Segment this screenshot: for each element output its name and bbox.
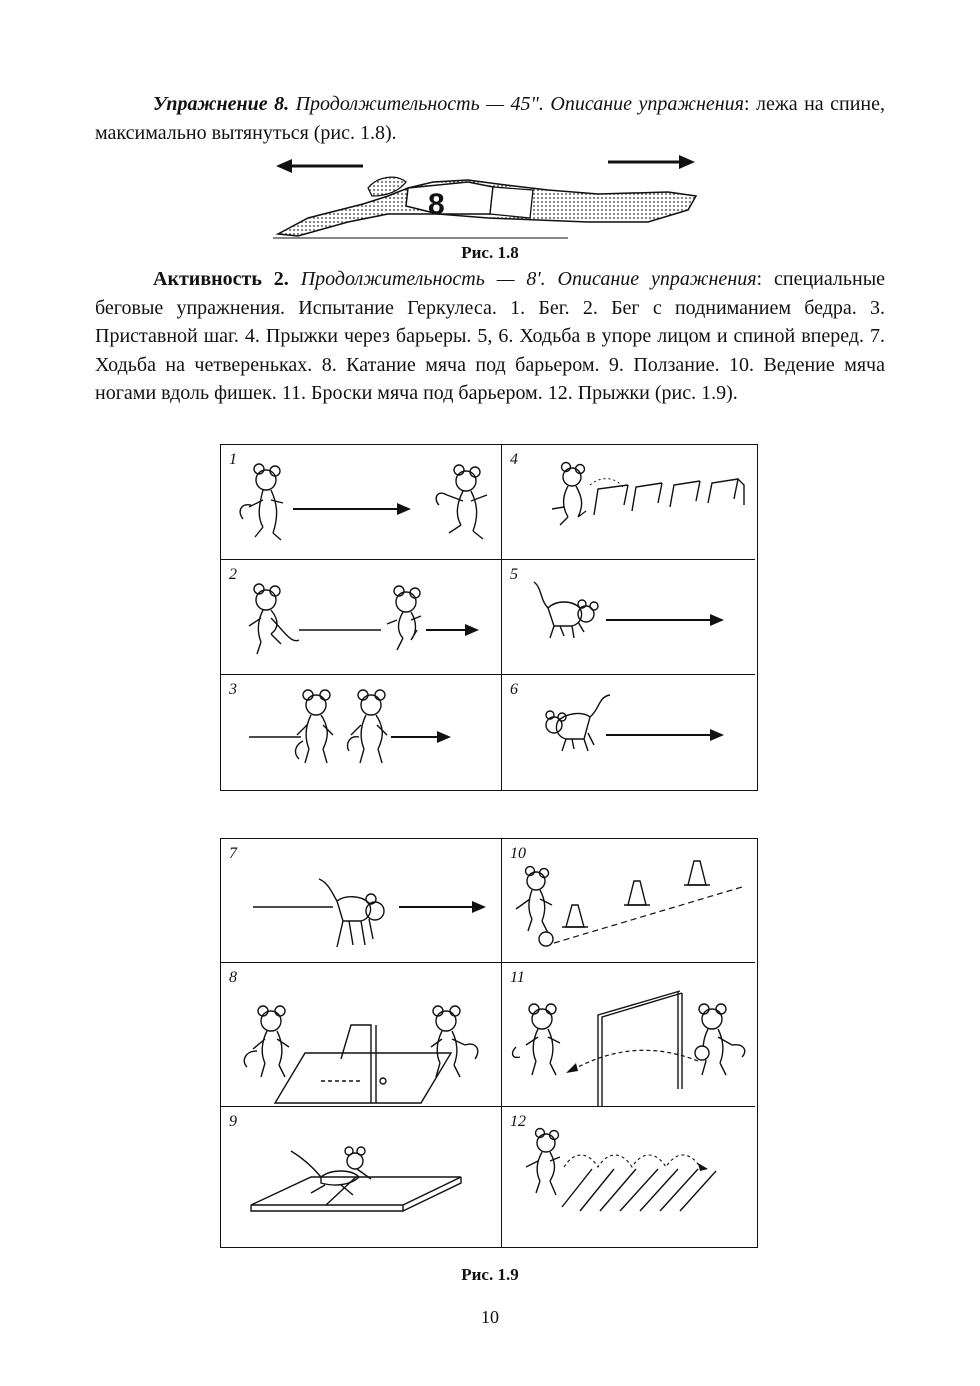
figure-1-8-illustration xyxy=(268,152,708,242)
arrowhead-icon xyxy=(566,1063,578,1073)
mouse-icon xyxy=(534,582,598,638)
exercise-8-desc-label: Описание упражнения xyxy=(550,93,744,115)
throw-path xyxy=(574,1050,698,1069)
panel-number: 6 xyxy=(510,681,518,698)
panel-number: 4 xyxy=(510,451,518,468)
figure-1-8-number: 8 xyxy=(428,188,445,221)
activity-2-desc-label: Описание упражнения xyxy=(557,268,757,290)
panel-12 xyxy=(502,1107,755,1247)
arrow-icon xyxy=(606,614,724,626)
left-arrow-icon xyxy=(276,159,363,173)
panel-9 xyxy=(221,1107,502,1247)
barrier-icon xyxy=(598,991,682,1107)
mouse-icon xyxy=(431,1006,478,1077)
panel-11 xyxy=(502,963,755,1107)
panel-number: 3 xyxy=(229,681,237,698)
mouse-icon xyxy=(546,695,610,751)
arrow-icon xyxy=(399,901,486,913)
exercise-8-paragraph xyxy=(95,90,885,147)
arrow-icon xyxy=(391,731,451,743)
panel-6 xyxy=(502,675,755,790)
exercise-8-title: Упражнение 8. xyxy=(153,93,290,115)
mouse-icon xyxy=(436,465,487,539)
mouse-icon xyxy=(347,690,387,763)
arrow-icon xyxy=(606,729,724,741)
mouse-icon xyxy=(296,690,333,763)
mouse-icon xyxy=(244,1006,289,1077)
panel-number: 1 xyxy=(229,451,237,468)
panel-1 xyxy=(221,445,502,560)
hurdles-icon xyxy=(594,479,744,515)
mouse-icon xyxy=(552,463,586,526)
ball-icon xyxy=(539,932,553,946)
barrier-icon xyxy=(275,1025,451,1103)
right-arrow-icon xyxy=(608,155,695,169)
mouse-icon xyxy=(695,1004,745,1075)
mouse-icon xyxy=(526,1129,560,1196)
figure-1-9-top-grid xyxy=(220,444,758,791)
activity-2-title: Активность 2. xyxy=(153,268,289,290)
cone-icon xyxy=(562,861,710,927)
panel-number: 10 xyxy=(510,845,526,862)
arrow-icon xyxy=(293,503,411,515)
activity-2-duration: Продолжительность — 8'. xyxy=(300,268,546,290)
panel-5 xyxy=(502,560,755,675)
page-number: 10 xyxy=(481,1307,499,1327)
panel-number: 11 xyxy=(510,969,525,986)
stretching-figure xyxy=(273,177,696,238)
panel-number: 5 xyxy=(510,566,518,583)
ladder-lines-icon xyxy=(562,1169,716,1211)
panel-3 xyxy=(221,675,502,790)
figure-1-8-caption: Рис. 1.8 xyxy=(461,243,519,262)
mouse-icon xyxy=(387,586,421,650)
activity-2-desc-text: : специальные беговые упражнения. Испытание Геркулеса. 1. Бег. 2. Бег с подниманием бедра. 3. Приставной шаг. 4. Прыжки через барьеры. 5, 6. Ходьба в упоре лицом и спиной вперед. 7. Ходьба на четвереньках. 8. Катание мяча под барьером. 9. Ползание. 10. Ведение мяча ногами вдоль фишек. 11. Броски мяча под барьером. 12. Прыжки (рис. 1.9). xyxy=(95,268,886,404)
panel-4 xyxy=(502,445,755,560)
figure-1-9-bottom-grid xyxy=(220,838,758,1248)
activity-2-paragraph xyxy=(95,265,885,408)
panel-number: 8 xyxy=(229,969,237,986)
panel-8 xyxy=(221,963,502,1107)
mat-icon xyxy=(251,1177,461,1211)
panel-number: 9 xyxy=(229,1113,237,1130)
exercise-8-duration: Продолжительность — 45". xyxy=(295,93,544,115)
panel-number: 2 xyxy=(229,566,237,583)
exercise-8-desc-text: : лежа на спине, максимально вытянуться (рис. 1.8). xyxy=(95,93,886,144)
mouse-icon xyxy=(240,464,283,540)
panel-2 xyxy=(221,560,502,675)
mouse-icon xyxy=(319,879,384,947)
mouse-icon xyxy=(513,1004,560,1075)
panel-7 xyxy=(221,839,502,963)
dribble-path xyxy=(554,887,742,943)
arrow-icon xyxy=(426,624,479,636)
jump-trajectory xyxy=(564,1155,700,1167)
mouse-icon xyxy=(291,1147,371,1195)
panel-number: 12 xyxy=(510,1113,526,1130)
panel-number: 7 xyxy=(229,845,237,862)
arrowhead-icon xyxy=(698,1163,708,1171)
panel-10 xyxy=(502,839,755,963)
mouse-icon xyxy=(249,584,299,654)
figure-1-9-caption: Рис. 1.9 xyxy=(461,1265,519,1284)
mouse-icon xyxy=(516,867,552,934)
